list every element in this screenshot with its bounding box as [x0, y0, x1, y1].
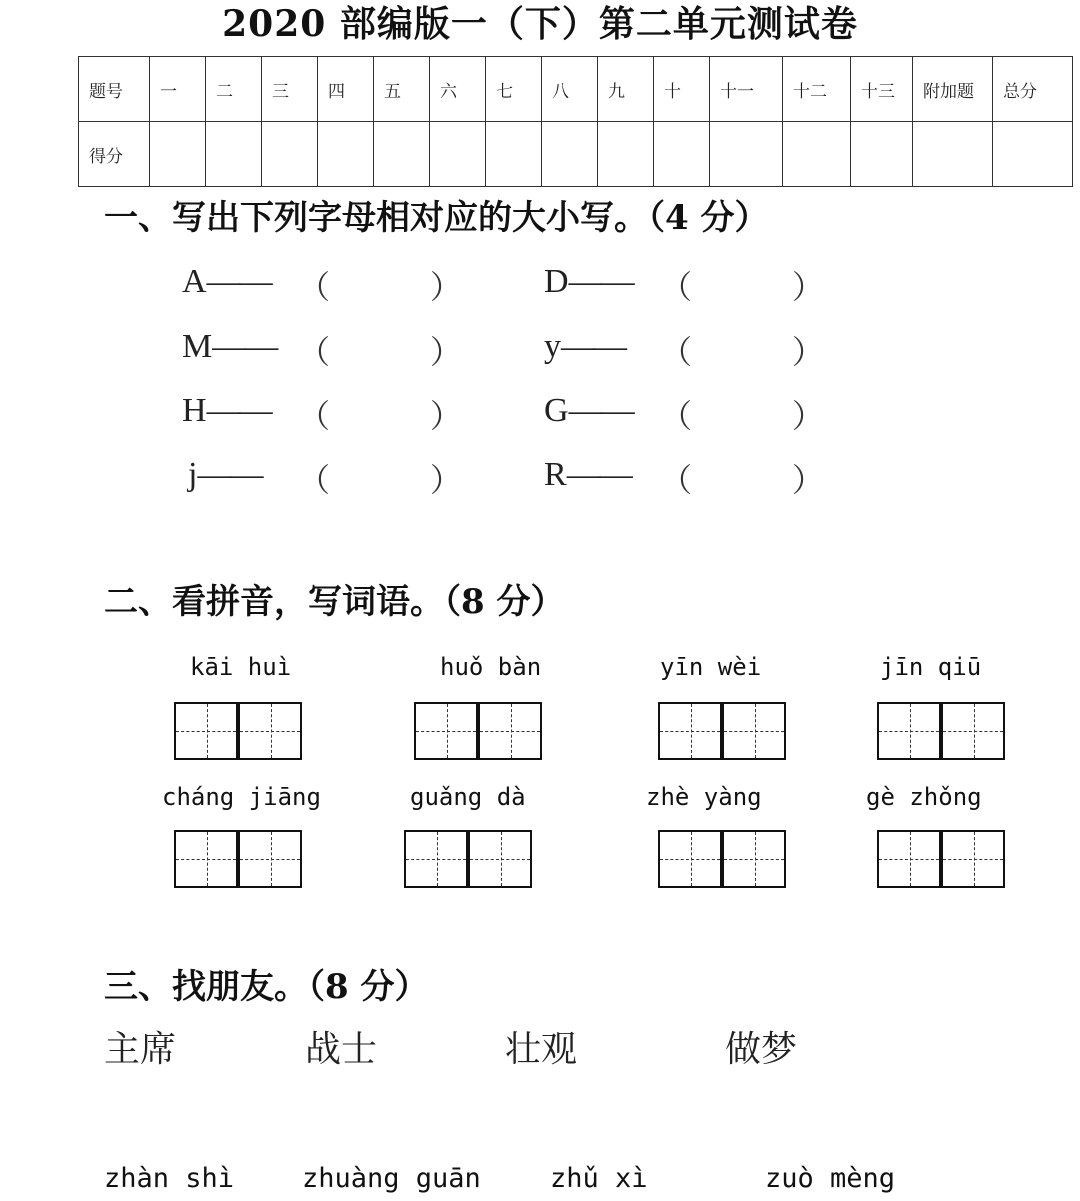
writing-cell[interactable]	[941, 702, 1005, 760]
match-word[interactable]: 主席	[104, 1029, 177, 1070]
letter-item	[544, 391, 633, 431]
pinyin-label: yīn wèi	[660, 653, 762, 681]
paren-open: （	[298, 397, 331, 435]
score-header-cell: 六	[430, 57, 486, 122]
score-input-cell[interactable]	[598, 122, 654, 187]
score-header-cell: 九	[598, 57, 654, 122]
pinyin-label: zhè yàng	[646, 783, 762, 811]
score-input-cell[interactable]	[430, 122, 486, 187]
match-word[interactable]: 壮观	[505, 1029, 578, 1070]
score-header-cell: 二	[206, 57, 262, 122]
letter: M	[182, 328, 213, 365]
page-title: 2020 部编版一（下）第二单元测试卷	[222, 3, 858, 45]
score-input-cell[interactable]	[913, 122, 993, 187]
writing-grid[interactable]	[174, 702, 302, 760]
writing-grid[interactable]	[658, 702, 786, 760]
paren-close: ）	[430, 268, 463, 306]
score-header-cell: 十	[654, 57, 710, 122]
score-row-label: 得分	[79, 122, 150, 187]
letter-item	[182, 391, 271, 431]
match-pinyin[interactable]: zuò mèng	[765, 1163, 896, 1194]
score-input-cell[interactable]	[993, 122, 1073, 187]
letter: D	[544, 263, 569, 300]
writing-cell[interactable]	[238, 702, 302, 760]
letter: A	[182, 263, 207, 300]
paren-close: ）	[792, 333, 825, 371]
writing-cell[interactable]	[414, 702, 478, 760]
score-header-cell: 十二	[783, 57, 851, 122]
writing-grid[interactable]	[658, 830, 786, 888]
writing-cell[interactable]	[722, 702, 786, 760]
letter: j	[188, 456, 198, 493]
paren-open: （	[298, 333, 331, 371]
section1-title: 一、写出下列字母相对应的大小写。（4 分）	[104, 198, 769, 238]
letter-item	[544, 262, 633, 302]
writing-grid[interactable]	[404, 830, 532, 888]
letter: G	[544, 392, 569, 429]
score-header-cell: 十三	[851, 57, 913, 122]
paren-open: （	[298, 461, 331, 499]
letter: R	[544, 456, 567, 493]
paren-open: （	[660, 397, 693, 435]
paren-open: （	[660, 268, 693, 306]
section2-title: 二、看拼音，写词语。（8 分）	[104, 582, 565, 622]
writing-cell[interactable]	[877, 830, 941, 888]
score-input-cell[interactable]	[262, 122, 318, 187]
writing-cell[interactable]	[658, 702, 722, 760]
writing-cell[interactable]	[174, 702, 238, 760]
letter-item	[182, 327, 276, 367]
score-table	[78, 56, 1073, 187]
score-header-cell: 附加题	[913, 57, 993, 122]
letter: y	[544, 328, 561, 365]
score-header-cell: 题号	[79, 57, 150, 122]
match-word[interactable]: 做梦	[725, 1029, 798, 1070]
score-header-row	[79, 57, 1073, 122]
letter-item	[182, 262, 271, 302]
score-value-row	[79, 122, 1073, 187]
paren-close: ）	[792, 268, 825, 306]
writing-cell[interactable]	[941, 830, 1005, 888]
paren-close: ）	[430, 397, 463, 435]
letter-dash: ——	[561, 328, 625, 365]
writing-grid[interactable]	[414, 702, 542, 760]
paren-open: （	[298, 268, 331, 306]
section3-title: 三、找朋友。（8 分）	[104, 967, 429, 1007]
writing-cell[interactable]	[658, 830, 722, 888]
score-input-cell[interactable]	[851, 122, 913, 187]
score-header-cell: 一	[150, 57, 206, 122]
letter-item	[544, 327, 625, 367]
writing-cell[interactable]	[174, 830, 238, 888]
score-header-cell: 五	[374, 57, 430, 122]
letter-item	[544, 455, 631, 495]
match-pinyin[interactable]: zhuàng guān	[302, 1163, 481, 1194]
paren-open: （	[660, 461, 693, 499]
paren-close: ）	[430, 333, 463, 371]
pinyin-label: cháng jiāng	[162, 783, 321, 811]
score-input-cell[interactable]	[486, 122, 542, 187]
match-word[interactable]: 战士	[305, 1029, 378, 1070]
score-input-cell[interactable]	[783, 122, 851, 187]
writing-cell[interactable]	[404, 830, 468, 888]
match-pinyin[interactable]: zhǔ xì	[550, 1163, 648, 1194]
pinyin-label: kāi huì	[190, 653, 292, 681]
pinyin-label: huǒ bàn	[440, 653, 542, 681]
score-input-cell[interactable]	[206, 122, 262, 187]
writing-cell[interactable]	[468, 830, 532, 888]
score-input-cell[interactable]	[150, 122, 206, 187]
paren-close: ）	[792, 461, 825, 499]
score-header-cell: 四	[318, 57, 374, 122]
pinyin-label: jīn qiū	[880, 653, 982, 681]
letter: H	[182, 392, 207, 429]
writing-cell[interactable]	[238, 830, 302, 888]
letter-dash: ——	[206, 392, 271, 429]
score-header-cell: 七	[486, 57, 542, 122]
letter-dash: ——	[212, 328, 277, 365]
writing-cell[interactable]	[478, 702, 542, 760]
paren-close: ）	[430, 461, 463, 499]
writing-grid[interactable]	[877, 702, 1005, 760]
score-input-cell[interactable]	[710, 122, 783, 187]
letter-dash: ——	[197, 456, 262, 493]
writing-cell[interactable]	[722, 830, 786, 888]
letter-item	[188, 455, 261, 495]
score-header-cell: 三	[262, 57, 318, 122]
pinyin-label: guǎng dà	[410, 783, 526, 811]
letter-dash: ——	[566, 456, 631, 493]
letter-dash: ——	[568, 263, 633, 300]
pinyin-label: gè zhǒng	[866, 783, 982, 811]
score-header-cell: 十一	[710, 57, 783, 122]
score-header-cell: 总分	[993, 57, 1073, 122]
score-input-cell[interactable]	[374, 122, 430, 187]
match-pinyin[interactable]: zhàn shì	[104, 1163, 235, 1194]
score-input-cell[interactable]	[318, 122, 374, 187]
paren-open: （	[660, 333, 693, 371]
score-header-cell: 八	[542, 57, 598, 122]
letter-dash: ——	[568, 392, 633, 429]
score-input-cell[interactable]	[654, 122, 710, 187]
score-input-cell[interactable]	[542, 122, 598, 187]
writing-grid[interactable]	[174, 830, 302, 888]
writing-cell[interactable]	[877, 702, 941, 760]
letter-dash: ——	[206, 263, 271, 300]
paren-close: ）	[792, 397, 825, 435]
writing-grid[interactable]	[877, 830, 1005, 888]
